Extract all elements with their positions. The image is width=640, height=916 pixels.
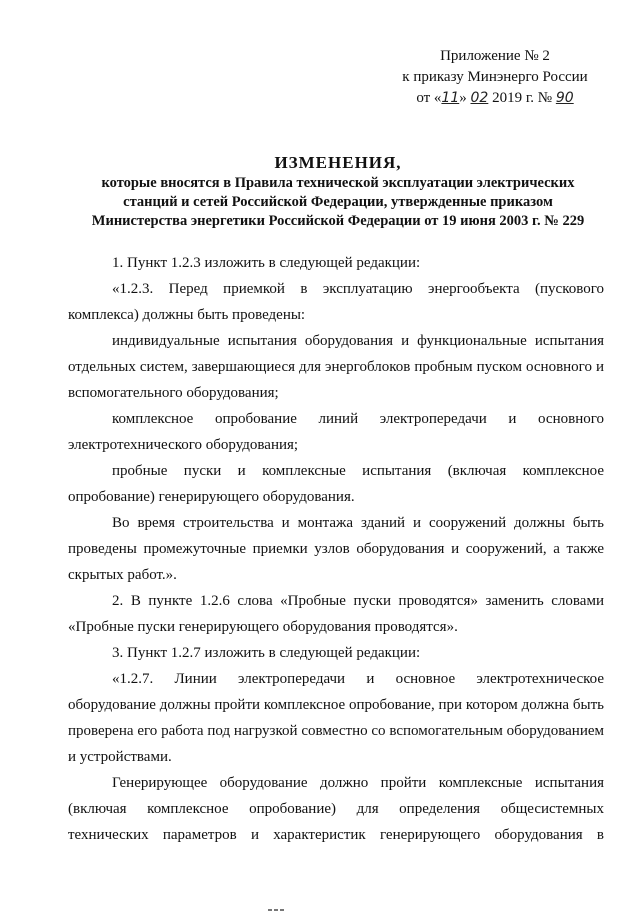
subtitle-line: которые вносятся в Правила технической эксплуатации электрических [101,175,575,191]
date-prefix: от « [416,90,442,106]
paragraph-1-2-7: «1.2.7. Линии электропередачи и основное электротехническое оборудование должны пройти комплексное опробование, при котором должна быть проверена его работа под нагрузкой совместно со вспомогательным оборудованием и устройствами. [68,671,604,765]
handwritten-day: 11 [441,90,460,106]
date-year: 2019 г. № [488,90,556,106]
paragraph-construction: Во время строительства и монтажа зданий и сооружений должны быть проведены промежуточные приемки узлов оборудования и сооружений, а также скрытых работ.». [68,515,604,583]
document-heading [68,152,608,231]
document-title: ИЗМЕНЕНИЯ, [274,153,402,172]
appendix-date-line [380,88,610,109]
body-text [68,250,604,848]
paragraph-item-1: 1. Пункт 1.2.3 изложить в следующей редакции: [112,255,421,271]
paragraph-1-2-3-intro: «1.2.3. Перед приемкой в эксплуатацию энергообъекта (пускового комплекса) должны быть проведены: [68,281,604,323]
appendix-title: Приложение № 2 [440,48,550,64]
subtitle-line: станций и сетей Российской Федерации, утвержденные приказом [123,194,553,210]
paragraph-item-2: 2. В пункте 1.2.6 слова «Пробные пуски проводятся» заменить словами «Пробные пуски генерирующего оборудования проводятся». [68,593,604,635]
appendix-order-ref: к приказу Минэнерго России [402,69,588,85]
subtitle-line: Министерства энергетики Российской Федерации от 19 июня 2003 г. № 229 [91,213,585,229]
paragraph-individual-tests: индивидуальные испытания оборудования и функциональные испытания отдельных систем, завершающиеся для энергоблоков пробным пуском основного и вспомогательного оборудования; [68,333,604,401]
handwritten-month: 02 [470,90,489,106]
scan-artifact [268,898,288,901]
paragraph-item-3: 3. Пункт 1.2.7 изложить в следующей редакции: [112,645,421,661]
paragraph-trial-starts: пробные пуски и комплексные испытания (включая комплексное опробование) генерирующего оборудования. [68,463,604,505]
paragraph-generating-equipment: Генерирующее оборудование должно пройти комплексные испытания (включая комплексное опробование) для определения общесистемных технических параметров и характеристик генерирующего оборудования в [68,775,604,843]
handwritten-order-number: 90 [555,90,574,106]
appendix-header [380,46,610,109]
paragraph-complex-testing: комплексное опробование линий электропередачи и основного электротехнического оборудования; [68,411,604,453]
document-subtitle [68,174,608,231]
date-quote-close: » [459,90,471,106]
